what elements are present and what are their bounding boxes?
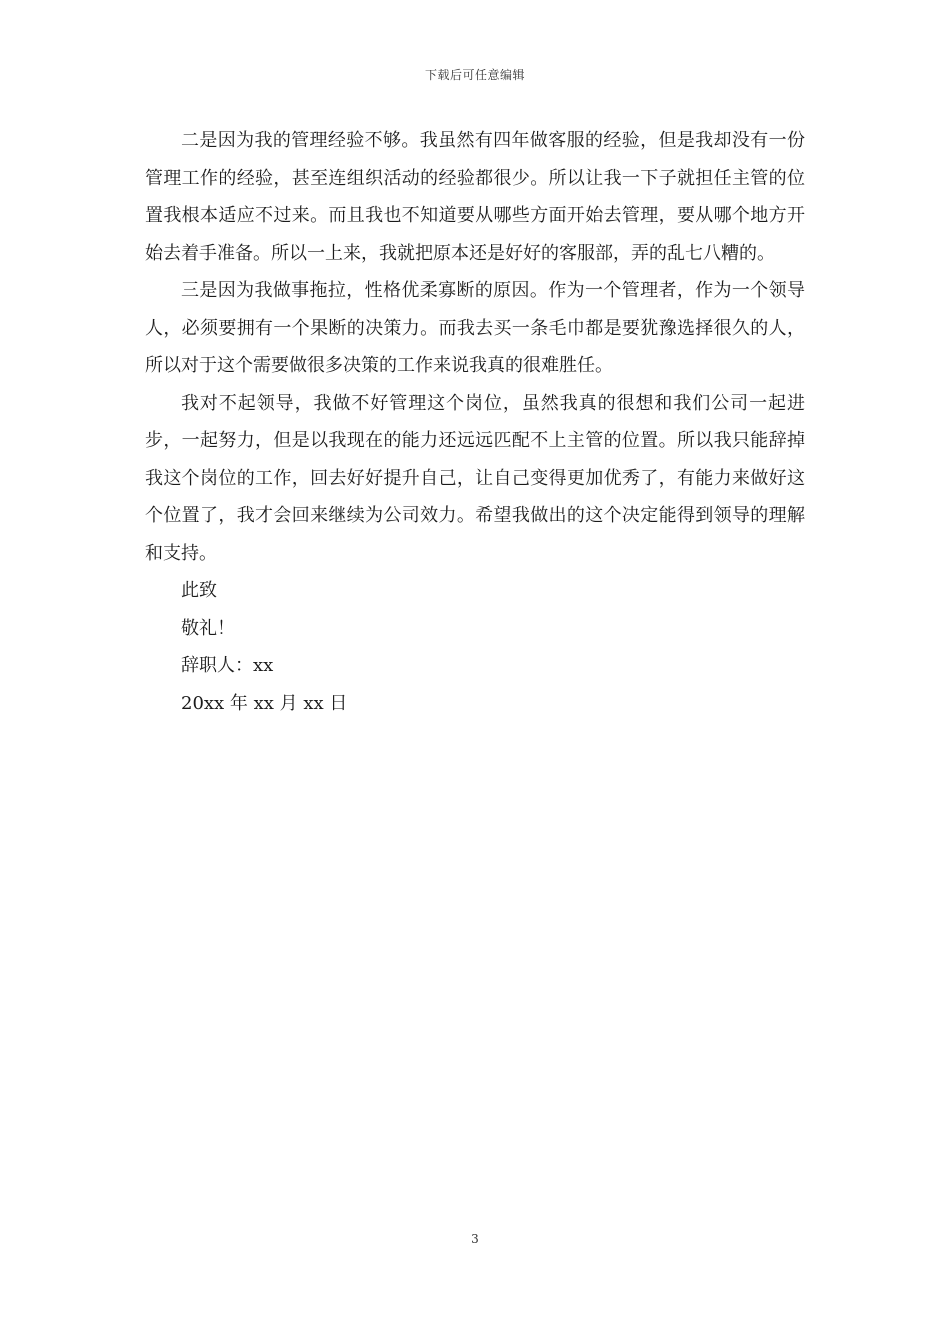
paragraph-management-experience: 二是因为我的管理经验不够。我虽然有四年做客服的经验，但是我却没有一份管理工作的经验，甚至连组织活动的经验都很少。所以让我一下子就担任主管的位置我根本适应不过来。而且我也不知道要从哪些方面开始去管理，要从哪个地方开始去着手准备。所以一上来，我就把原本还是好好的客服部，弄的乱七八糟的。 <box>145 130 805 264</box>
page-number: 3 <box>471 1232 479 1246</box>
page-header-note: 下载后可任意编辑 <box>424 68 525 82</box>
paragraph-apology: 我对不起领导，我做不好管理这个岗位，虽然我真的很想和我们公司一起进步，一起努力，但是以我现在的能力还远远匹配不上主管的位置。所以我只能辞掉我这个岗位的工作，回去好好提升自己，让自己变得更加优秀了，有能力来做好这个位置了，我才会回来继续为公司效力。希望我做出的这个决定能得到领导的理解和支持。 <box>145 392 805 564</box>
paragraph-indecisive: 三是因为我做事拖拉，性格优柔寡断的原因。作为一个管理者，作为一个领导人，必须要拥有一个果断的决策力。而我去买一条毛巾都是要犹豫选择很久的人，所以对于这个需要做很多决策的工作来说我真的很难胜任。 <box>145 280 805 376</box>
letter-closing: 此致 <box>181 580 217 601</box>
letter-date: 20xx 年 xx 月 xx 日 <box>181 692 348 714</box>
letter-salute: 敬礼！ <box>181 617 235 639</box>
letter-body <box>145 122 805 722</box>
letter-signature: 辞职人：xx <box>181 655 274 676</box>
